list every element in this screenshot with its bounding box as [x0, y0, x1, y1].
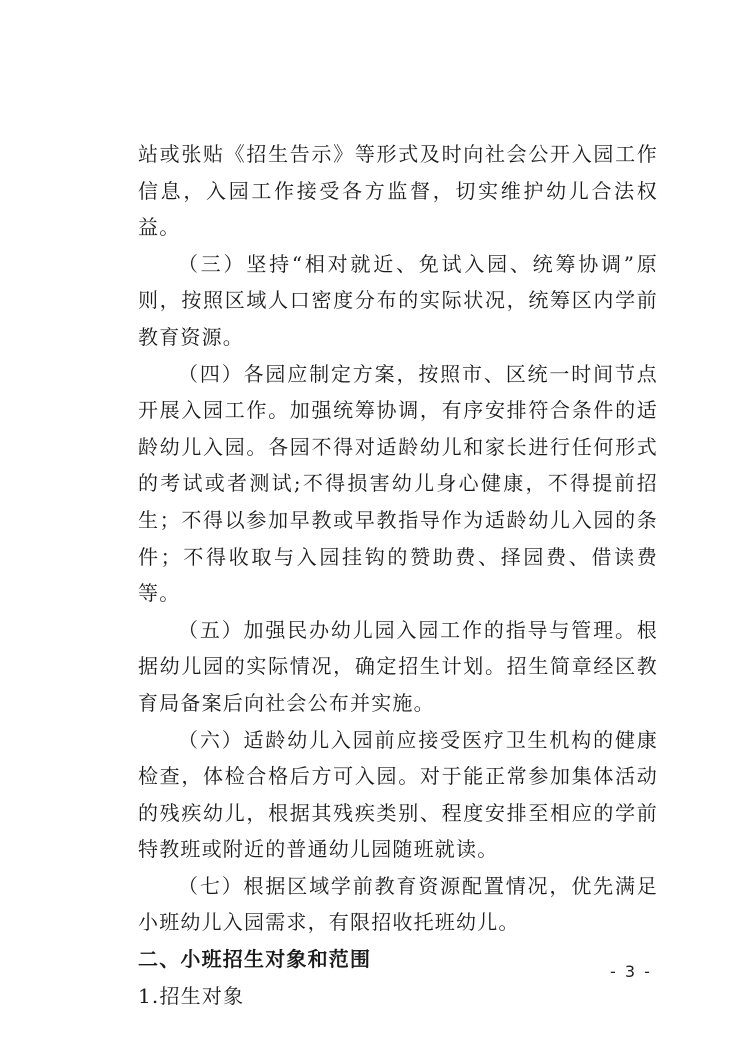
paragraph-item-3: （三）坚持“相对就近、免试入园、统筹协调”原则，按照区域人口密度分布的实际状况，统筹区内学前教育资源。: [138, 251, 658, 349]
document-body: [138, 136, 658, 1014]
subsection-title: 1.招生对象: [138, 983, 245, 1008]
page-number: - 3 -: [610, 962, 652, 981]
paragraph-continued: 站或张贴《招生告示》等形式及时向社会公开入园工作信息，入园工作接受各方监督，切实维护幼儿合法权益。: [138, 142, 658, 240]
paragraph-item-4: （四）各园应制定方案，按照市、区统一时间节点开展入园工作。加强统筹协调，有序安排符合条件的适龄幼儿入园。各园不得对适龄幼儿和家长进行任何形式的考试或者测试;不得损害幼儿身心健康，不得提前招生；不得以参加早教或早教指导作为适龄幼儿入园的条件；不得收取与入园挂钩的赞助费、择园费、借读费等。: [138, 361, 658, 606]
paragraph-item-7: （七）根据区域学前教育资源配置情况，优先满足小班幼儿入园需求，有限招收托班幼儿。: [138, 873, 658, 935]
paragraph-item-5: （五）加强民办幼儿园入园工作的指导与管理。根据幼儿园的实际情况，确定招生计划。招生简章经区教育局备案后向社会公布并实施。: [138, 617, 658, 715]
section-heading: 二、小班招生对象和范围: [138, 947, 372, 972]
paragraph-item-6: （六）适龄幼儿入园前应接受医疗卫生机构的健康检查，体检合格后方可入园。对于能正常参加集体活动的残疾幼儿，根据其残疾类别、程度安排至相应的学前特教班或附近的普通幼儿园随班就读。: [138, 727, 658, 862]
